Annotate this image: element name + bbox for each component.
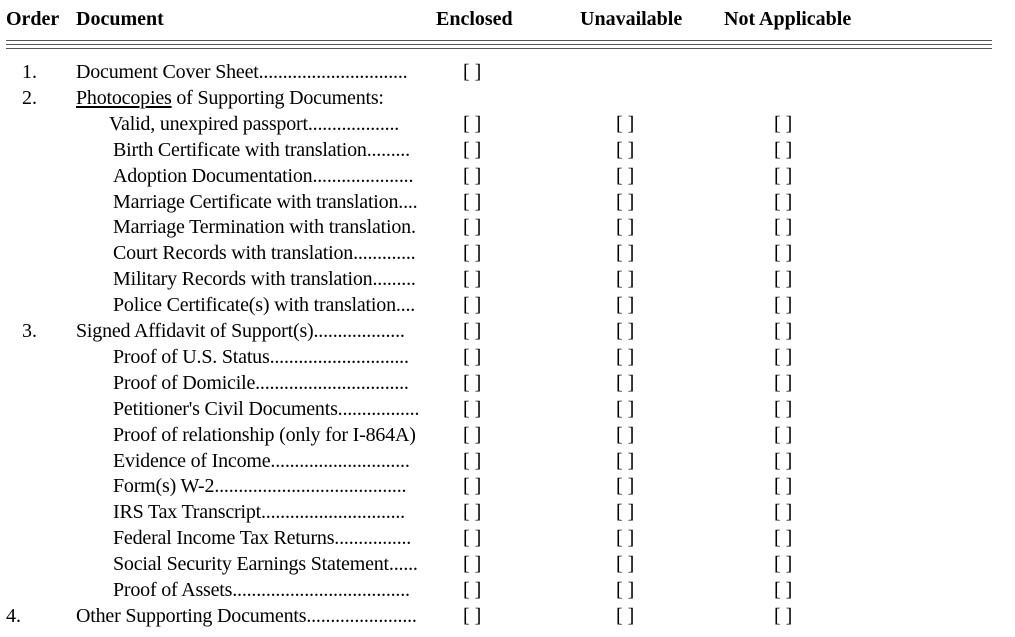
- underlined-term: Photocopies: [76, 87, 172, 109]
- header-divider-bottom: [6, 48, 992, 49]
- not-applicable-checkbox[interactable]: [ ]: [774, 139, 793, 161]
- unavailable-checkbox[interactable]: [ ]: [616, 165, 635, 187]
- table-row: [0, 266, 1015, 292]
- document-label: Marriage Termination with translation.: [113, 216, 416, 238]
- enclosed-checkbox[interactable]: [ ]: [463, 216, 482, 238]
- table-row: [0, 422, 1015, 448]
- document-label: IRS Tax Transcript..............................: [113, 501, 405, 523]
- enclosed-checkbox[interactable]: [ ]: [463, 320, 482, 342]
- table-row: [0, 292, 1015, 318]
- table-row: [0, 85, 1015, 111]
- document-label: Form(s) W-2........................................: [113, 475, 407, 497]
- table-row: [0, 111, 1015, 137]
- not-applicable-checkbox[interactable]: [ ]: [774, 553, 793, 575]
- table-row: [0, 499, 1015, 525]
- header-document: Document: [76, 8, 164, 30]
- document-label: Evidence of Income.............................: [113, 450, 410, 472]
- document-label: Military Records with translation.........: [113, 268, 416, 290]
- document-label: Adoption Documentation.....................: [113, 165, 414, 187]
- unavailable-checkbox[interactable]: [ ]: [616, 242, 635, 264]
- not-applicable-checkbox[interactable]: [ ]: [774, 216, 793, 238]
- table-row: [0, 214, 1015, 240]
- unavailable-checkbox[interactable]: [ ]: [616, 501, 635, 523]
- not-applicable-checkbox[interactable]: [ ]: [774, 475, 793, 497]
- document-label: Proof of Domicile................................: [113, 372, 409, 394]
- document-label: Proof of U.S. Status.............................: [113, 346, 409, 368]
- table-row: [0, 318, 1015, 344]
- unavailable-checkbox[interactable]: [ ]: [616, 553, 635, 575]
- header-order: Order: [6, 8, 60, 30]
- not-applicable-checkbox[interactable]: [ ]: [774, 605, 793, 627]
- unavailable-checkbox[interactable]: [ ]: [616, 268, 635, 290]
- enclosed-checkbox[interactable]: [ ]: [463, 450, 482, 472]
- not-applicable-checkbox[interactable]: [ ]: [774, 294, 793, 316]
- unavailable-checkbox[interactable]: [ ]: [616, 527, 635, 549]
- table-row: [0, 525, 1015, 551]
- enclosed-checkbox[interactable]: [ ]: [463, 398, 482, 420]
- unavailable-checkbox[interactable]: [ ]: [616, 450, 635, 472]
- document-label: Proof of Assets.....................................: [113, 579, 410, 601]
- document-label: Court Records with translation.............: [113, 242, 416, 264]
- table-row: [0, 189, 1015, 215]
- header-divider-top: [6, 40, 992, 41]
- document-label: Valid, unexpired passport...................: [109, 113, 400, 135]
- header-enclosed: Enclosed: [436, 8, 513, 30]
- header-unavailable: Unavailable: [580, 8, 683, 30]
- document-label: Social Security Earnings Statement......: [113, 553, 418, 575]
- row-number: 2.: [22, 87, 37, 109]
- table-row: [0, 551, 1015, 577]
- enclosed-checkbox[interactable]: [ ]: [463, 424, 482, 446]
- not-applicable-checkbox[interactable]: [ ]: [774, 268, 793, 290]
- enclosed-checkbox[interactable]: [ ]: [463, 579, 482, 601]
- not-applicable-checkbox[interactable]: [ ]: [774, 165, 793, 187]
- document-label: Proof of relationship (only for I-864A): [113, 424, 416, 446]
- table-row: [0, 577, 1015, 603]
- table-row: [0, 473, 1015, 499]
- row-number: 3.: [22, 320, 37, 342]
- not-applicable-checkbox[interactable]: [ ]: [774, 398, 793, 420]
- enclosed-checkbox[interactable]: [ ]: [463, 139, 482, 161]
- row-number: 4.: [6, 605, 21, 627]
- unavailable-checkbox[interactable]: [ ]: [616, 372, 635, 394]
- unavailable-checkbox[interactable]: [ ]: [616, 191, 635, 213]
- unavailable-checkbox[interactable]: [ ]: [616, 475, 635, 497]
- unavailable-checkbox[interactable]: [ ]: [616, 113, 635, 135]
- unavailable-checkbox[interactable]: [ ]: [616, 346, 635, 368]
- enclosed-checkbox[interactable]: [ ]: [463, 605, 482, 627]
- unavailable-checkbox[interactable]: [ ]: [616, 424, 635, 446]
- document-label: Document Cover Sheet...............................: [76, 61, 408, 83]
- table-row: [0, 163, 1015, 189]
- not-applicable-checkbox[interactable]: [ ]: [774, 579, 793, 601]
- document-label: Federal Income Tax Returns................: [113, 527, 412, 549]
- unavailable-checkbox[interactable]: [ ]: [616, 139, 635, 161]
- enclosed-checkbox[interactable]: [ ]: [463, 165, 482, 187]
- unavailable-checkbox[interactable]: [ ]: [616, 320, 635, 342]
- not-applicable-checkbox[interactable]: [ ]: [774, 191, 793, 213]
- table-row: [0, 240, 1015, 266]
- enclosed-checkbox[interactable]: [ ]: [463, 372, 482, 394]
- document-label: Marriage Certificate with translation....: [113, 191, 418, 213]
- table-row: [0, 448, 1015, 474]
- not-applicable-checkbox[interactable]: [ ]: [774, 527, 793, 549]
- unavailable-checkbox[interactable]: [ ]: [616, 294, 635, 316]
- table-row: [0, 370, 1015, 396]
- table-row: [0, 396, 1015, 422]
- document-label: Birth Certificate with translation.........: [113, 139, 410, 161]
- unavailable-checkbox[interactable]: [ ]: [616, 579, 635, 601]
- header-not-applicable: Not Applicable: [724, 8, 852, 30]
- table-row: [0, 137, 1015, 163]
- not-applicable-checkbox[interactable]: [ ]: [774, 501, 793, 523]
- enclosed-checkbox[interactable]: [ ]: [463, 346, 482, 368]
- enclosed-checkbox[interactable]: [ ]: [463, 242, 482, 264]
- enclosed-checkbox[interactable]: [ ]: [463, 501, 482, 523]
- row-number: 1.: [22, 61, 37, 83]
- table-row: [0, 344, 1015, 370]
- document-label: Photocopies of Supporting Documents:: [76, 87, 384, 109]
- table-row: [0, 603, 1015, 629]
- document-label: Petitioner's Civil Documents.................: [113, 398, 420, 420]
- not-applicable-checkbox[interactable]: [ ]: [774, 424, 793, 446]
- not-applicable-checkbox[interactable]: [ ]: [774, 113, 793, 135]
- enclosed-checkbox[interactable]: [ ]: [463, 268, 482, 290]
- enclosed-checkbox[interactable]: [ ]: [463, 61, 482, 83]
- table-row: [0, 59, 1015, 85]
- enclosed-checkbox[interactable]: [ ]: [463, 553, 482, 575]
- document-label: Police Certificate(s) with translation....: [113, 294, 416, 316]
- not-applicable-checkbox[interactable]: [ ]: [774, 320, 793, 342]
- not-applicable-checkbox[interactable]: [ ]: [774, 372, 793, 394]
- enclosed-checkbox[interactable]: [ ]: [463, 475, 482, 497]
- document-label: Signed Affidavit of Support(s)...................: [76, 320, 405, 342]
- not-applicable-checkbox[interactable]: [ ]: [774, 242, 793, 264]
- unavailable-checkbox[interactable]: [ ]: [616, 605, 635, 627]
- enclosed-checkbox[interactable]: [ ]: [463, 113, 482, 135]
- enclosed-checkbox[interactable]: [ ]: [463, 294, 482, 316]
- document-label: Other Supporting Documents.......................: [76, 605, 417, 627]
- enclosed-checkbox[interactable]: [ ]: [463, 191, 482, 213]
- not-applicable-checkbox[interactable]: [ ]: [774, 346, 793, 368]
- header-divider-middle: [6, 44, 992, 45]
- not-applicable-checkbox[interactable]: [ ]: [774, 450, 793, 472]
- unavailable-checkbox[interactable]: [ ]: [616, 398, 635, 420]
- unavailable-checkbox[interactable]: [ ]: [616, 216, 635, 238]
- enclosed-checkbox[interactable]: [ ]: [463, 527, 482, 549]
